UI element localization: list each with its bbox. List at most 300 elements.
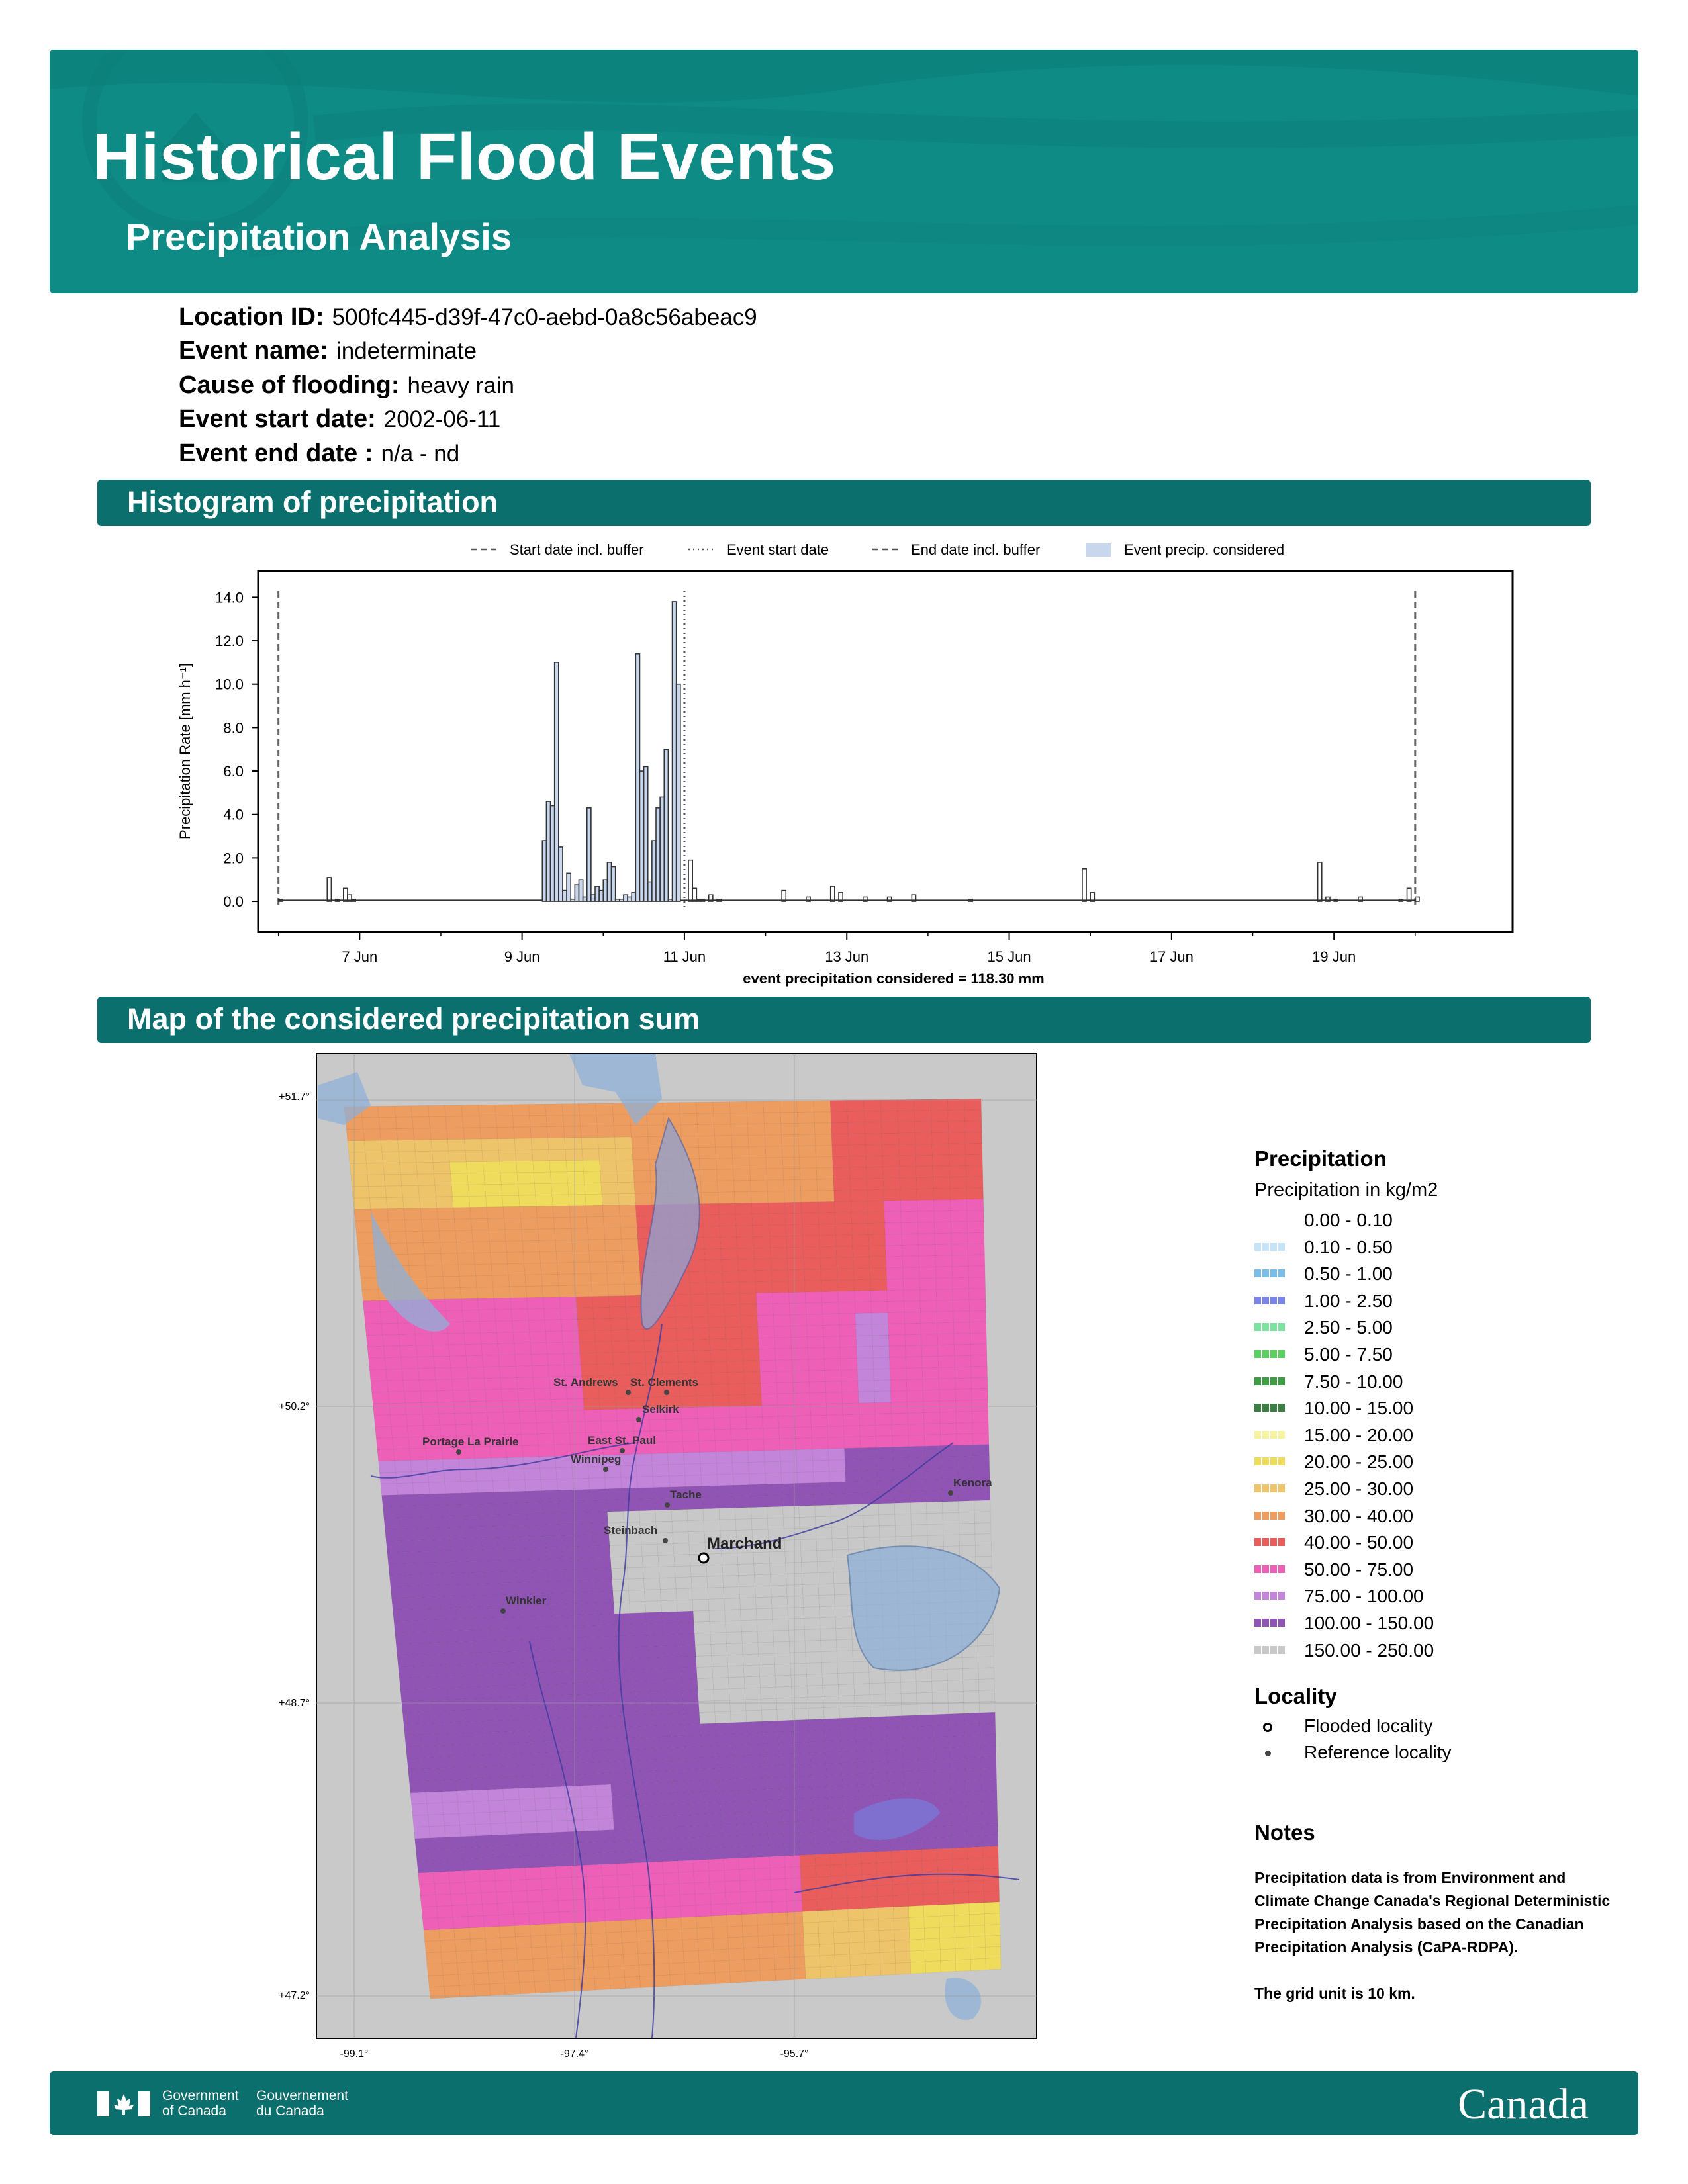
- grid-cell: [499, 1743, 516, 1754]
- grid-cell: [729, 1101, 747, 1113]
- grid-cell: [714, 1949, 729, 1961]
- grid-cell: [914, 1099, 931, 1111]
- grid-cell: [768, 1203, 785, 1214]
- grid-cell: [978, 1679, 994, 1691]
- grid-cell: [698, 1147, 716, 1158]
- grid-cell: [508, 1263, 525, 1275]
- grid-cell: [482, 1150, 500, 1162]
- grid-cell: [725, 1327, 742, 1339]
- grid-cell: [921, 1345, 938, 1357]
- histogram-bar: [595, 886, 599, 901]
- grid-cell: [432, 1860, 449, 1872]
- grid-cell: [719, 1214, 736, 1226]
- grid-cell: [832, 1898, 848, 1910]
- grid-cell: [512, 1891, 528, 1903]
- grid-cell: [978, 1634, 994, 1646]
- grid-cell: [439, 1414, 456, 1426]
- grid-cell: [959, 1523, 975, 1535]
- grid-cell: [749, 1158, 767, 1169]
- grid-cell: [767, 1495, 783, 1507]
- grid-cell: [600, 1160, 617, 1171]
- grid-cell: [841, 1741, 857, 1752]
- grid-cell: [686, 1758, 702, 1770]
- grid-cell: [831, 1527, 848, 1539]
- grid-cell: [981, 1779, 997, 1791]
- grid-cell: [733, 1158, 750, 1169]
- grid-cell: [444, 1642, 460, 1654]
- grid-cell: [350, 1163, 367, 1175]
- grid-cell: [436, 1894, 452, 1906]
- grid-cell: [939, 1367, 955, 1379]
- grid-cell: [454, 1402, 471, 1414]
- grid-cell: [557, 1263, 574, 1275]
- grid-cell: [733, 1169, 751, 1181]
- grid-cell: [888, 1750, 904, 1762]
- grid-cell: [585, 1194, 602, 1206]
- grid-cell: [983, 1857, 998, 1869]
- grid-cell: [902, 1727, 918, 1739]
- grid-cell: [958, 1490, 974, 1502]
- grid-cell: [517, 1172, 534, 1184]
- histogram-bar: [620, 899, 624, 901]
- grid-cell: [376, 1438, 393, 1450]
- grid-cell: [730, 1711, 746, 1723]
- grid-cell: [568, 1626, 585, 1638]
- grid-cell: [925, 1938, 940, 1950]
- grid-cell: [765, 1766, 780, 1778]
- grid-cell: [826, 1404, 843, 1416]
- grid-cell: [426, 1459, 444, 1471]
- grid-cell: [697, 1678, 714, 1690]
- grid-cell: [763, 1743, 779, 1755]
- grid-cell: [558, 1900, 574, 1912]
- grid-cell: [468, 1185, 485, 1197]
- grid-cell: [628, 1805, 643, 1817]
- grid-cell: [530, 1343, 547, 1355]
- grid-cell: [937, 1848, 953, 1860]
- grid-cell: [829, 1819, 845, 1831]
- grid-cell: [969, 1903, 984, 1915]
- grid-cell: [862, 1492, 878, 1504]
- grid-cell: [878, 1480, 894, 1492]
- date-lines: [279, 591, 1415, 909]
- grid-cell: [518, 1776, 534, 1788]
- grid-cell: [429, 1116, 447, 1128]
- grid-cell: [751, 1800, 767, 1812]
- grid-cell: [634, 1669, 651, 1681]
- legend-class-label: 50.00 - 75.00: [1304, 1559, 1414, 1580]
- grid-cell: [375, 1426, 393, 1438]
- grid-cell: [637, 1488, 654, 1500]
- grid-cell: [866, 1156, 883, 1167]
- grid-cell: [357, 1244, 375, 1255]
- grid-cell: [818, 1910, 833, 1922]
- grid-cell: [762, 1405, 778, 1417]
- grid-cell: [716, 1723, 731, 1735]
- grid-cell: [831, 1111, 848, 1122]
- grid-cell: [936, 1278, 953, 1289]
- grid-cell: [737, 1553, 754, 1565]
- grid-cell: [933, 1737, 949, 1749]
- grid-cell: [395, 1460, 412, 1472]
- grid-cell: [594, 1318, 611, 1330]
- grid-cell: [894, 1503, 911, 1515]
- grid-cell: [926, 1502, 943, 1514]
- grid-cell: [402, 1197, 420, 1209]
- grid-cell: [544, 1912, 560, 1924]
- grid-cell: [522, 1240, 539, 1252]
- grid-cell: [494, 1492, 511, 1504]
- grid-cell: [424, 1242, 441, 1254]
- grid-cell: [527, 1297, 544, 1309]
- grid-cell: [890, 1369, 906, 1381]
- grid-cell: [741, 1891, 757, 1903]
- grid-cell: [456, 1242, 473, 1253]
- legend-swatch: [1254, 1619, 1286, 1627]
- grid-cell: [618, 1193, 635, 1205]
- grid-cell: [462, 1676, 479, 1688]
- grid-cell: [453, 1196, 470, 1208]
- grid-cell: [837, 1280, 854, 1291]
- grid-cell: [545, 1536, 562, 1548]
- grid-cell: [418, 1185, 436, 1197]
- grid-cell: [722, 1259, 739, 1271]
- grid-cell: [406, 1747, 422, 1758]
- grid-cell: [536, 1809, 552, 1821]
- grid-cell: [842, 1774, 858, 1786]
- grid-cell: [782, 1157, 800, 1168]
- legend-swatch: [1254, 1323, 1286, 1331]
- grid-cell: [631, 1125, 648, 1136]
- grid-cell: [489, 1230, 506, 1242]
- grid-cell: [846, 1864, 862, 1876]
- grid-cell: [487, 1778, 503, 1790]
- grid-cell: [506, 1241, 523, 1253]
- section-histogram-title: Histogram of precipitation: [97, 480, 1591, 526]
- grid-cell: [447, 1139, 465, 1151]
- grid-cell: [449, 1151, 467, 1163]
- grid-cell: [602, 1194, 619, 1206]
- grid-cell: [878, 1919, 894, 1931]
- grid-cell: [803, 1922, 819, 1934]
- grid-cell: [407, 1243, 424, 1255]
- grid-cell: [858, 1381, 874, 1392]
- legend-swatch: [1254, 1243, 1286, 1251]
- grid-cell: [801, 1551, 818, 1563]
- grid-cell: [846, 1493, 863, 1505]
- grid-cell: [553, 1422, 570, 1433]
- grid-cell: [948, 1691, 964, 1703]
- grid-cell: [422, 1220, 439, 1232]
- grid-cell: [891, 1839, 907, 1851]
- grid-cell: [477, 1846, 494, 1858]
- grid-cell: [385, 1357, 402, 1369]
- grid-cell: [597, 1364, 614, 1376]
- grid-cell: [528, 1514, 544, 1525]
- grid-cell: [941, 1960, 956, 1972]
- grid-cell: [965, 1747, 981, 1758]
- grid-cell: [720, 1519, 736, 1531]
- grid-cell: [583, 1387, 600, 1399]
- grid-cell: [878, 1492, 895, 1504]
- grid-cell: [839, 1314, 855, 1325]
- grid-cell: [868, 1234, 885, 1246]
- grid-cell: [733, 1485, 750, 1497]
- grid-cell: [667, 1691, 683, 1703]
- grid-cell: [815, 1505, 831, 1517]
- grid-cell: [635, 1919, 651, 1931]
- grid-cell: [569, 1422, 586, 1433]
- grid-cell: [896, 1962, 911, 1974]
- grid-cell: [773, 1924, 788, 1936]
- grid-cell: [529, 1730, 545, 1742]
- grid-cell: [886, 1245, 902, 1256]
- grid-cell: [478, 1492, 495, 1504]
- grid-cell: [460, 1470, 477, 1482]
- grid-cell: [390, 1414, 407, 1426]
- grid-cell: [682, 1679, 698, 1691]
- grid-cell: [953, 1859, 968, 1871]
- grid-cell: [925, 1468, 942, 1480]
- grid-cell: [713, 1678, 729, 1690]
- grid-cell: [711, 1361, 727, 1373]
- grid-cell: [475, 1264, 492, 1276]
- x-axis: [279, 932, 1415, 965]
- grid-cell: [363, 1300, 380, 1312]
- grid-cell: [491, 1652, 508, 1664]
- histogram-bar: [559, 847, 563, 901]
- grid-cell: [501, 1389, 518, 1401]
- grid-cell: [399, 1666, 415, 1678]
- grid-cell: [734, 1496, 751, 1508]
- grid-cell: [805, 1281, 821, 1292]
- grid-cell: [530, 1741, 547, 1753]
- grid-cell: [863, 1897, 878, 1909]
- grid-cell: [749, 1473, 766, 1485]
- grid-cell: [968, 1232, 984, 1244]
- grid-cell: [741, 1327, 758, 1339]
- grid-cell: [982, 1790, 998, 1802]
- grid-cell: [890, 1390, 907, 1402]
- grid-cell: [980, 1712, 996, 1724]
- grid-cell: [653, 1941, 669, 1953]
- grid-cell: [790, 1663, 806, 1675]
- grid-cell: [594, 1978, 610, 1990]
- grid-cell: [637, 1942, 653, 1954]
- grid-cell: [606, 1250, 623, 1262]
- grid-cell: [729, 1394, 745, 1406]
- grid-cell: [553, 1843, 569, 1855]
- grid-cell: [881, 1111, 898, 1122]
- grid-cell: [755, 1586, 772, 1598]
- grid-cell: [585, 1842, 600, 1854]
- grid-cell: [809, 1370, 825, 1382]
- grid-cell: [880, 1963, 896, 1975]
- grid-cell: [963, 1690, 979, 1702]
- x-tick-label: 13 Jun: [825, 948, 869, 965]
- grid-cell: [382, 1495, 399, 1507]
- grid-cell: [736, 1226, 753, 1237]
- grid-cell: [457, 1619, 473, 1631]
- grid-cell: [525, 1479, 542, 1491]
- grid-cell: [857, 1358, 874, 1370]
- grid-cell: [596, 1103, 613, 1115]
- grid-cell: [635, 1205, 653, 1216]
- grid-cell: [447, 1688, 464, 1700]
- grid-cell: [749, 1146, 766, 1158]
- grid-cell: [831, 1122, 849, 1134]
- grid-cell: [633, 1171, 651, 1182]
- grid-cell: [417, 1700, 434, 1712]
- grid-cell: [782, 1821, 798, 1833]
- legend-label: End date incl. buffer: [911, 541, 1041, 558]
- grid-cell: [581, 1592, 598, 1604]
- grid-cell: [497, 1127, 515, 1139]
- grid-cell: [608, 1296, 626, 1308]
- grid-cell: [427, 1964, 443, 1976]
- grid-cell: [449, 1882, 466, 1894]
- grid-cell: [915, 1133, 932, 1144]
- grid-cell: [716, 1169, 733, 1181]
- grid-cell: [520, 1423, 538, 1435]
- grid-cell: [506, 1640, 522, 1652]
- histogram-bar: [583, 897, 587, 901]
- grid-cell: [703, 1226, 720, 1237]
- grid-cell: [500, 1161, 517, 1173]
- grid-cell: [598, 1614, 615, 1625]
- grid-cell: [555, 1228, 572, 1240]
- grid-cell: [791, 1674, 807, 1686]
- grid-cell: [858, 1784, 874, 1796]
- grid-cell: [579, 1968, 594, 1979]
- grid-cell: [849, 1942, 865, 1954]
- grid-cell: [765, 1146, 782, 1158]
- grid-cell: [827, 1415, 843, 1427]
- grid-cell: [786, 1562, 802, 1574]
- grid-cell: [876, 1862, 892, 1874]
- grid-cell: [561, 1308, 578, 1320]
- grid-cell: [972, 1400, 988, 1411]
- grid-cell: [512, 1525, 529, 1537]
- grid-cell: [915, 1144, 933, 1156]
- legend-label: Start date incl. buffer: [510, 541, 644, 558]
- grid-cell: [476, 1275, 493, 1287]
- grid-cell: [640, 1760, 656, 1772]
- grid-cell: [607, 1273, 624, 1285]
- grid-cell: [729, 1688, 745, 1700]
- grid-cell: [795, 1753, 811, 1765]
- grid-cell: [720, 1237, 737, 1248]
- grid-cell: [746, 1710, 762, 1722]
- x-tick-label: 15 Jun: [987, 948, 1031, 965]
- grid-cell: [712, 1927, 728, 1938]
- grid-cell: [835, 1617, 851, 1629]
- grid-cell: [469, 1927, 485, 1939]
- grid-cell: [559, 1706, 575, 1718]
- grid-cell: [692, 1599, 709, 1611]
- histogram-bar: [668, 899, 672, 901]
- grid-cell: [630, 1613, 647, 1625]
- grid-cell: [766, 1788, 782, 1800]
- grid-cell: [949, 1144, 966, 1155]
- grid-cell: [771, 1259, 788, 1270]
- grid-cell: [935, 1781, 951, 1793]
- grid-cell: [635, 1680, 651, 1692]
- grid-cell: [871, 1728, 887, 1740]
- grid-cell: [589, 1910, 605, 1922]
- grid-cell: [815, 1134, 832, 1146]
- grid-cell: [614, 1137, 632, 1148]
- grid-cell: [729, 1406, 746, 1418]
- grid-cell: [814, 1482, 830, 1494]
- grid-cell: [529, 1913, 545, 1925]
- grid-cell: [867, 1189, 884, 1201]
- grid-cell: [715, 1972, 731, 1983]
- grid-cell: [417, 1861, 434, 1873]
- grid-cell: [700, 1972, 716, 1984]
- grid-cell: [412, 1482, 430, 1494]
- grid-cell: [411, 1105, 429, 1117]
- grid-cell: [925, 1479, 942, 1491]
- grid-cell: [373, 1404, 390, 1416]
- grid-cell: [922, 1860, 938, 1872]
- y-tick-label: 12.0: [215, 633, 244, 650]
- grid-cell: [733, 1756, 749, 1768]
- grid-cell: [669, 1464, 685, 1476]
- grid-cell: [532, 1764, 549, 1776]
- grid-cell: [575, 1285, 592, 1297]
- grid-cell: [893, 1907, 908, 1919]
- grid-cell: [471, 1778, 488, 1790]
- grid-cell: [769, 1551, 786, 1563]
- grid-cell: [386, 1197, 404, 1209]
- grid-cell: [908, 1895, 923, 1907]
- grid-cell: [508, 1275, 526, 1287]
- lat-tick: +51.7°: [279, 1091, 310, 1103]
- grid-cell: [632, 1647, 649, 1659]
- grid-cell: [652, 1703, 669, 1715]
- grid-cell: [494, 1869, 511, 1881]
- grid-cell: [451, 1173, 469, 1185]
- grid-cell: [751, 1507, 767, 1519]
- grid-cell: [506, 1823, 522, 1835]
- grid-cell: [787, 1596, 804, 1608]
- grid-cell: [718, 1768, 734, 1780]
- grid-cell: [579, 1557, 595, 1569]
- grid-cell: [691, 1576, 708, 1588]
- notes-source: Precipitation data is from Environment and Climate Change Canada's Regional Deterministic Precipitation Analysis based on the Canadian Precipitation Analysis (CaPA-RDPA).: [1254, 1869, 1611, 1956]
- grid-cell: [709, 1610, 726, 1622]
- grid-cell: [544, 1524, 561, 1536]
- grid-cell: [469, 1390, 487, 1402]
- grid-cell: [634, 1182, 651, 1193]
- grid-cell: [518, 1400, 536, 1412]
- grid-cell: [802, 1562, 818, 1574]
- grid-cell: [527, 1502, 543, 1514]
- grid-cell: [940, 1938, 955, 1950]
- grid-cell: [811, 1764, 827, 1776]
- grid-cell: [830, 1853, 846, 1865]
- grid-cell: [624, 1965, 639, 1977]
- grid-cell: [484, 1173, 501, 1185]
- grid-cell: [548, 1365, 565, 1377]
- grid-cell: [951, 1222, 967, 1233]
- grid-cell: [536, 1411, 553, 1423]
- histogram-bar: [1407, 888, 1411, 901]
- grid-cell: [593, 1955, 609, 1967]
- grid-cell: [461, 1481, 478, 1493]
- grid-cell: [671, 1747, 686, 1759]
